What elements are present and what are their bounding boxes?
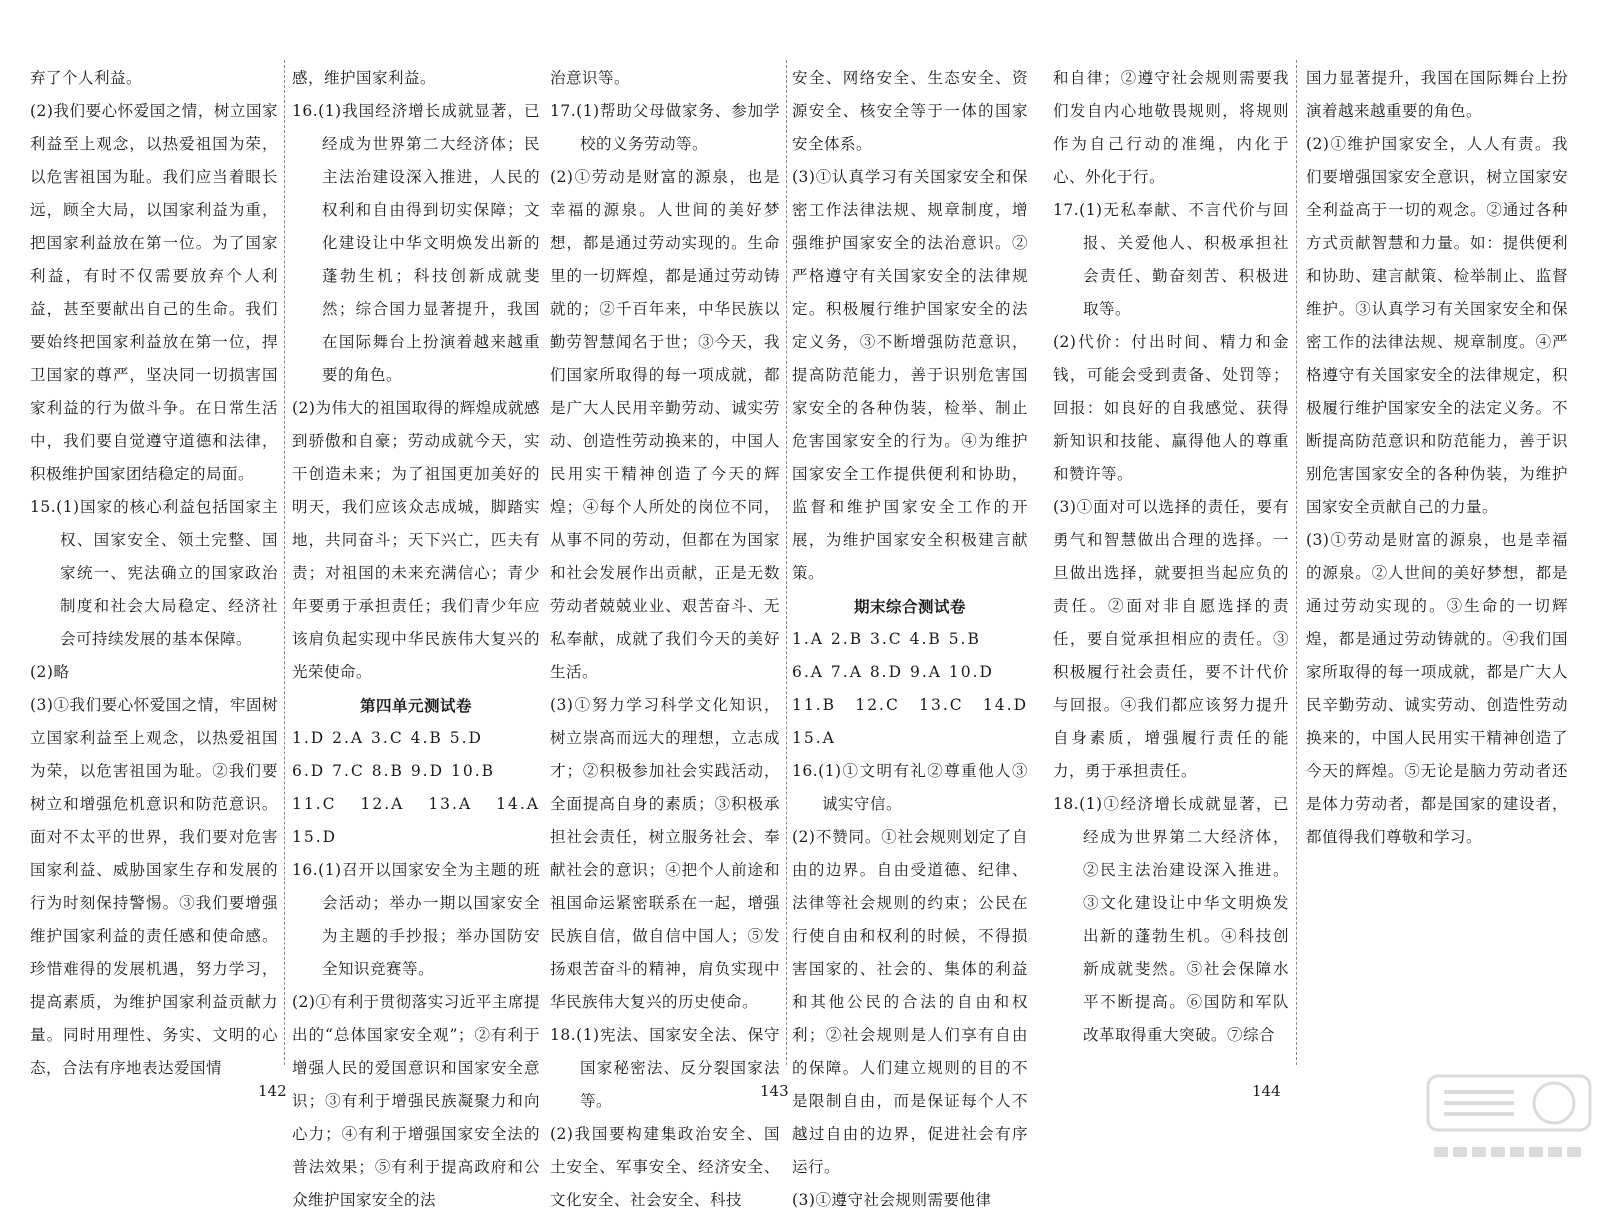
answer-paragraph: 16.(1)我国经济增长成就显著，已经成为世界第二大经济体；民主法治建设深入推进，人民的权利和自由得到切实保障；文化建设让中华文明焕发出新的蓬勃生机；科技创新成就斐然；综合国力显著提升，我国在国际舞台上扮演着越来越重要的角色。 xyxy=(292,102,540,384)
section-title: 期末综合测试卷 xyxy=(853,597,966,616)
answer-paragraph: (2)不赞同。①社会规则划定了自由的边界。自由受道德、纪律、法律等社会规则的约束；公民在行使自由和权利的时候，不得损害国家的、社会的、集体的利益和其他公民的合法的自由和权利；②社会规则是人们享有自由的保障。人们建立规则的目的不是限制自由，而是保证每个人不越过自由的边界，促进社会有序运行。 xyxy=(792,828,1028,1176)
answer-paragraph: (3)①我们要心怀爱国之情，牢固树立国家利益至上观念，以热爱祖国为荣，以危害祖国为耻。②我们要树立和增强危机意识和防范意识。面对不太平的世界，我们要对危害国家利益、威胁国家生存和发展的行为时刻保持警惕。③我们要增强维护国家利益的责任感和使命感。珍惜难得的发展机遇，努力学习，提高素质，为维护国家利益贡献力量。同时用理性、务实、文明的心态，合法有序地表达爱国情 xyxy=(30,696,278,1077)
answer-paragraph: (2)①劳动是财富的源泉，也是幸福的源泉。人世间的美好梦想，都是通过劳动实现的。生命里的一切辉煌，都是通过劳动铸就的；②千百年来，中华民族以勤劳智慧闻名于世；③今天，我们国家所取得的每一项成就，都是广大人民用辛勤劳动、诚实劳动、创造性劳动换来的，中国人民用实干精神创造了今天的辉煌；④每个人所处的岗位不同，从事不同的劳动，但都在为国家和社会发展作出贡献，正是无数劳动者兢兢业业、艰苦奋斗、无私奉献，成就了我们今天的美好生活。 xyxy=(550,168,780,681)
answer-row: 6.D 7.C 8.B 9.D 10.B xyxy=(292,762,496,780)
column-divider xyxy=(284,60,285,1065)
answer-paragraph: (3)①努力学习科学文化知识，树立崇高而远大的理想，立志成才；②积极参加社会实践活动，全面提高自身的素质；③积极承担社会责任，树立服务社会、奉献社会的意识；④把个人前途和祖国命运紧密联系在一起，增强民族自信，做自信中国人；⑤发扬艰苦奋斗的精神，肩负实现中华民族伟大复兴的历史使命。 xyxy=(550,696,780,1011)
answer-paragraph: (2)我们要心怀爱国之情，树立国家利益至上观念，以热爱祖国为荣，以危害祖国为耻。我们应当着眼长远，顾全大局，以国家利益为重，把国家利益放在第一位。为了国家利益，有时不仅需要放弃个人利益，甚至要献出自己的生命。我们要始终把国家利益放在第一位，捍卫国家的尊严，坚决同一切损害国家利益的行为做斗争。在日常生活中，我们要自觉遵守道德和法律，积极维护国家团结稳定的局面。 xyxy=(30,102,278,483)
text-column-5 xyxy=(1053,62,1289,1052)
answer-paragraph: (2)我国要构建集政治安全、国土安全、军事安全、经济安全、文化安全、社会安全、科技 xyxy=(550,1125,780,1209)
answer-paragraph: (3)①劳动是财富的源泉，也是幸福的源泉。②人世间的美好梦想，都是通过劳动实现的。③生命的一切辉煌，都是通过劳动铸就的。④我们国家所取得的每一项成就，都是广大人民辛勤劳动、诚实劳动、创造性劳动换来的，中国人民用实干精神创造了今天的辉煌。⑤无论是脑力劳动者还是体力劳动者，都是国家的建设者，都值得我们尊敬和学习。 xyxy=(1306,531,1568,846)
answer-paragraph: (2)代价：付出时间、精力和金钱，可能会受到责备、处罚等；回报：如良好的自我感觉、获得新知识和技能、赢得他人的尊重和赞许等。 xyxy=(1053,333,1289,483)
answer-paragraph: 治意识等。 xyxy=(550,69,631,87)
answer-row: 11.B 12.C 13.C 14.D 15.A xyxy=(792,696,1028,747)
watermark-logo xyxy=(1424,1070,1594,1170)
answer-paragraph: 15.(1)国家的核心利益包括国家主权、国家安全、领土完整、国家统一、宪法确立的国家政治制度和社会大局稳定、经济社会可持续发展的基本保障。 xyxy=(30,498,278,648)
answer-paragraph: (2)①维护国家安全，人人有责。我们要增强国家安全意识，树立国家安全利益高于一切的观念。②通过各种方式贡献智慧和力量。如：提供便利和协助、建言献策、检举制止、监督维护。③认真学习有关国家安全和保密工作的法律法规、规章制度。④严格遵守有关国家安全的法律规定，积极履行维护国家安全的法定义务。不断提高防范意识和防范能力，善于识别危害国家安全的各种伪装，为维护国家安全贡献自己的力量。 xyxy=(1306,135,1568,516)
answer-row: 1.D 2.A 3.C 4.B 5.D xyxy=(292,729,483,747)
answer-row: 6.A 7.A 8.D 9.A 10.D xyxy=(792,663,994,681)
answer-paragraph: 16.(1)①文明有礼②尊重他人③诚实守信。 xyxy=(792,762,1028,813)
answer-paragraph: 弃了个人利益。 xyxy=(30,69,143,87)
answer-row: 1.A 2.B 3.C 4.B 5.B xyxy=(792,630,981,648)
page-number: 144 xyxy=(1252,1082,1281,1100)
text-column-3 xyxy=(550,62,780,1217)
answer-paragraph: (2)为伟大的祖国取得的辉煌成就感到骄傲和自豪；劳动成就今天，实干创造未来；为了祖国更加美好的明天，我们应该众志成城，脚踏实地，共同奋斗；天下兴亡，匹夫有责；对祖国的未来充满信心；青少年要勇于承担责任；我们青少年应该肩负起实现中华民族伟大复兴的光荣使命。 xyxy=(292,399,540,681)
text-column-4 xyxy=(792,62,1028,1217)
text-column-6 xyxy=(1306,62,1568,854)
answer-paragraph: (3)①遵守社会规则需要他律 xyxy=(792,1191,992,1209)
text-column-2 xyxy=(292,62,540,1217)
answer-paragraph: 和自律；②遵守社会规则需要我们发自内心地敬畏规则，将规则作为自己行动的准绳，内化于心、外化于行。 xyxy=(1053,69,1289,186)
answer-paragraph: (2)①有利于贯彻落实习近平主席提出的“总体国家安全观”；②有利于增强人民的爱国意识和国家安全意识；③有利于增强民族凝聚力和向心力；④有利于增强国家安全法的普法效果；⑤有利于提高政府和公众维护国家安全的法 xyxy=(292,993,540,1209)
answer-paragraph: 16.(1)召开以国家安全为主题的班会活动；举办一期以国家安全为主题的手抄报；举办国防安全知识竞赛等。 xyxy=(292,861,540,978)
answer-paragraph: (2)略 xyxy=(30,663,70,681)
page-number: 142 xyxy=(258,1082,287,1100)
answer-row: 11.C 12.A 13.A 14.A 15.D xyxy=(292,795,540,846)
answer-paragraph: 17.(1)无私奉献、不言代价与回报、关爱他人、积极承担社会责任、勤奋刻苦、积极进取等。 xyxy=(1053,201,1289,318)
text-column-1 xyxy=(30,62,278,1085)
answer-paragraph: 安全、网络安全、生态安全、资源安全、核安全等于一体的国家安全体系。 xyxy=(792,69,1028,153)
answer-paragraph: 17.(1)帮助父母做家务、参加学校的义务劳动等。 xyxy=(550,102,780,153)
page-number: 143 xyxy=(760,1082,789,1100)
answer-paragraph: (3)①面对可以选择的责任，要有勇气和智慧做出合理的选择。一旦做出选择，就要担当起应负的责任。②面对非自愿选择的责任，要自觉承担相应的责任。③积极履行社会责任，要不计代价与回报。④我们都应该努力提升自身素质，增强履行责任的能力，勇于承担责任。 xyxy=(1053,498,1289,780)
answer-paragraph: 18.(1)宪法、国家安全法、保守国家秘密法、反分裂国家法等。 xyxy=(550,1026,780,1110)
answer-paragraph: 18.(1)①经济增长成就显著，已经成为世界第二大经济体，②民主法治建设深入推进。③文化建设让中华文明焕发出新的蓬勃生机。④科技创新成就斐然。⑤社会保障水平不断提高。⑥国防和军队改革取得重大突破。⑦综合 xyxy=(1053,795,1289,1044)
answer-paragraph: (3)①认真学习有关国家安全和保密工作法律法规、规章制度，增强维护国家安全的法治意识。②严格遵守有关国家安全的法律规定。积极履行维护国家安全的法定义务，③不断增强防范意识，提高防范能力，善于识别危害国家安全的各种伪装，检举、制止危害国家安全的行为。④为维护国家安全工作提供便利和协助，监督和维护国家安全工作的开展，为维护国家安全积极建言献策。 xyxy=(792,168,1028,582)
column-divider xyxy=(1296,60,1297,1065)
section-title: 第四单元测试卷 xyxy=(359,696,472,715)
column-divider xyxy=(786,60,787,1065)
answer-paragraph: 国力显著提升，我国在国际舞台上扮演着越来越重要的角色。 xyxy=(1306,69,1568,120)
answer-paragraph: 感，维护国家利益。 xyxy=(292,69,437,87)
